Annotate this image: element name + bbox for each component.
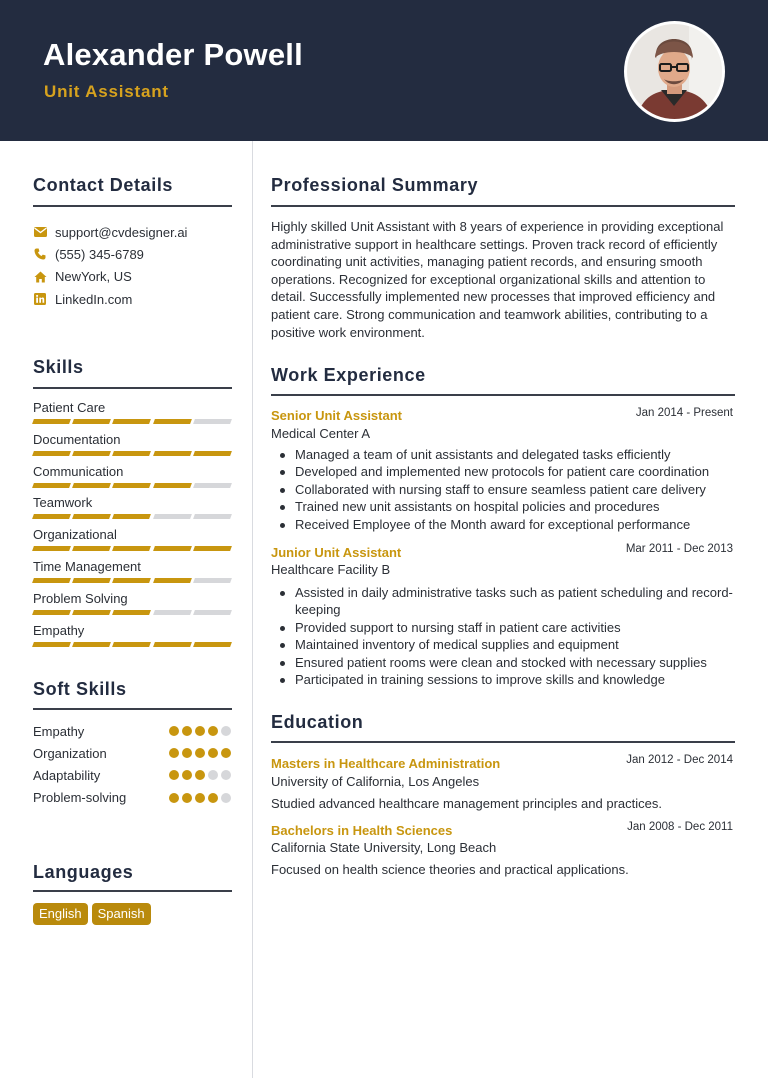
skill-row [33,622,231,654]
list-item: Provided support to nursing staff in patient care activities [278,619,734,636]
skill-level-segment [112,419,151,424]
skill-level-segment [32,546,71,551]
skill-level-segment [193,578,232,583]
skill-level-segment [193,451,232,456]
skill-row [33,431,231,463]
rating-dot [208,770,218,780]
candidate-title: Unit Assistant [44,82,169,101]
rating-dot [169,793,179,803]
contact-location-text: NewYork, US [55,269,132,285]
soft-skill-label: Adaptability [33,767,101,783]
skill-level-bar [33,514,231,519]
rating-dot [182,748,192,758]
job-bullets [278,446,734,533]
skill-level-segment [153,419,192,424]
job-org: Healthcare Facility B [271,562,391,577]
list-item: Participated in training sessions to improve skills and knowledge [278,671,734,688]
skill-level-segment [193,514,232,519]
skill-row [33,526,231,558]
degree-title: Bachelors in Health Sciences [271,823,453,838]
skill-row [33,590,231,622]
education-rule [271,741,735,743]
soft-skill-label: Organization [33,745,107,761]
linkedin-icon [33,292,47,306]
job-bullets [278,584,734,688]
soft-skill-rating [169,748,231,758]
skill-label: Empathy [33,622,85,638]
skill-level-segment [153,610,192,615]
list-item: Received Employee of the Month award for exceptional performance [278,516,734,533]
contact-list [33,221,233,310]
skill-level-segment [72,610,111,615]
skill-level-segment [193,483,232,488]
rating-dot [221,748,231,758]
language-badge: English [33,903,88,925]
soft-skill-label: Problem-solving [33,790,127,806]
soft-skill-row [33,720,231,742]
rating-dot [182,770,192,780]
skill-level-segment [32,451,71,456]
contact-phone[interactable] [33,243,233,265]
soft-skill-row [33,764,231,786]
skill-label: Problem Solving [33,590,128,606]
skill-level-bar [33,483,231,488]
experience-heading: Work Experience [271,365,426,385]
job-dates: Mar 2011 - Dec 2013 [625,543,733,555]
skill-level-bar [33,578,231,583]
skill-level-bar [33,419,231,424]
rating-dot [195,793,205,803]
skill-level-segment [153,546,192,551]
skill-level-bar [33,642,231,647]
contact-heading: Contact Details [33,175,174,195]
rating-dot [221,726,231,736]
skill-label: Time Management [33,558,141,574]
profile-photo [627,24,722,119]
rating-dot [169,726,179,736]
skill-row [33,558,231,590]
skills-heading: Skills [33,357,84,377]
contact-phone-text: (555) 345-6789 [55,246,144,262]
skill-level-segment [112,610,151,615]
skill-level-bar [33,451,231,456]
rating-dot [195,726,205,736]
list-item: Assisted in daily administrative tasks such as patient scheduling and record-keeping [278,584,734,619]
degree-dates: Jan 2012 - Dec 2014 [626,754,733,766]
list-item: Trained new unit assistants on hospital policies and procedures [278,498,734,515]
skill-level-segment [112,642,151,647]
skill-level-segment [193,610,232,615]
skill-level-segment [72,642,111,647]
skill-level-segment [153,578,192,583]
rating-dot [182,726,192,736]
skill-row [33,494,231,526]
list-item: Ensured patient rooms were clean and stocked with necessary supplies [278,654,734,671]
skill-level-segment [32,642,71,647]
soft-skill-rating [169,770,231,780]
skill-level-segment [32,610,71,615]
school-name: California State University, Long Beach [271,840,497,855]
skill-level-segment [153,514,192,519]
skills-rule [33,387,232,389]
skill-level-segment [193,419,232,424]
rating-dot [208,748,218,758]
resume-header [0,0,768,141]
soft-skill-rating [169,793,231,803]
skill-level-segment [112,514,151,519]
skill-level-segment [72,419,111,424]
skill-level-segment [112,578,151,583]
soft-skills-heading: Soft Skills [33,679,127,699]
list-item: Managed a team of unit assistants and delegated tasks efficiently [278,446,734,463]
summary-rule [271,205,735,207]
rating-dot [221,793,231,803]
languages-heading: Languages [33,862,134,882]
rating-dot [182,793,192,803]
rating-dot [169,770,179,780]
soft-skill-row [33,742,231,764]
skill-level-segment [153,451,192,456]
rating-dot [208,793,218,803]
home-icon [33,270,47,284]
skill-level-segment [32,514,71,519]
school-name: University of California, Los Angeles [271,774,480,789]
soft-skill-rating [169,726,231,736]
skill-level-segment [112,451,151,456]
list-item: Maintained inventory of medical supplies and equipment [278,636,734,653]
skill-row [33,463,231,495]
rating-dot [195,748,205,758]
contact-location [33,266,233,288]
skill-level-segment [32,578,71,583]
summary-heading: Professional Summary [271,175,479,195]
soft-skill-label: Empathy [33,723,85,739]
skill-label: Documentation [33,431,121,447]
skill-level-bar [33,610,231,615]
skill-level-segment [72,546,111,551]
rating-dot [169,748,179,758]
skill-label: Patient Care [33,400,106,415]
candidate-name: Alexander Powell [43,37,303,72]
rating-dot [195,770,205,780]
contact-linkedin[interactable] [33,288,233,310]
skill-level-segment [193,546,232,551]
envelope-icon [33,225,47,239]
languages-list [33,903,151,925]
education-heading: Education [271,712,364,732]
skill-label: Teamwork [33,495,93,511]
job-dates: Jan 2014 - Present [635,407,733,419]
skill-level-segment [153,483,192,488]
job-org: Medical Center A [271,426,370,441]
contact-rule [33,205,232,207]
rating-dot [208,726,218,736]
skill-level-segment [112,483,151,488]
skill-label: Communication [33,463,124,479]
skill-row [33,399,231,431]
degree-title: Masters in Healthcare Administration [271,756,501,771]
language-badge: Spanish [92,903,151,925]
skill-level-segment [72,578,111,583]
soft-skill-row [33,787,231,809]
list-item: Collaborated with nursing staff to ensure seamless patient care delivery [278,481,734,498]
skill-level-segment [32,419,71,424]
skill-level-segment [72,451,111,456]
contact-linkedin-text: LinkedIn.com [55,291,133,307]
rating-dot [221,770,231,780]
languages-rule [33,890,232,892]
skill-level-bar [33,546,231,551]
skill-level-segment [112,546,151,551]
degree-description: Studied advanced healthcare management principles and practices. [271,796,662,811]
summary-text: Highly skilled Unit Assistant with 8 years of experience in providing exceptional administrative support in healthcare settings. Proven track record of efficiently coordinating unit activities, managing patient records, and ensuring smooth operations. Recognized for exceptional organizational skills and attention to detail. Successfully implemented new processes that improved efficiency and patient care. Strong communication and teamwork abilities, contributing to a positive work environment. [271,219,724,340]
list-item: Developed and implemented new protocols for patient care coordination [278,463,734,480]
skill-level-segment [193,642,232,647]
column-divider [252,141,253,1078]
skill-label: Organizational [33,527,117,543]
contact-email[interactable] [33,221,233,243]
skill-level-segment [72,483,111,488]
experience-rule [271,394,735,396]
soft-skills-list [33,720,231,809]
skills-list [33,399,231,653]
job-title: Junior Unit Assistant [271,545,402,560]
soft-skills-rule [33,708,232,710]
degree-description: Focused on health science theories and practical applications. [271,862,629,877]
skill-level-segment [153,642,192,647]
degree-dates: Jan 2008 - Dec 2011 [627,821,733,833]
skill-level-segment [72,514,111,519]
avatar [624,21,725,122]
skill-level-segment [32,483,71,488]
job-title: Senior Unit Assistant [271,408,402,423]
phone-icon [33,247,47,261]
contact-email-text: support@cvdesigner.ai [55,224,188,240]
